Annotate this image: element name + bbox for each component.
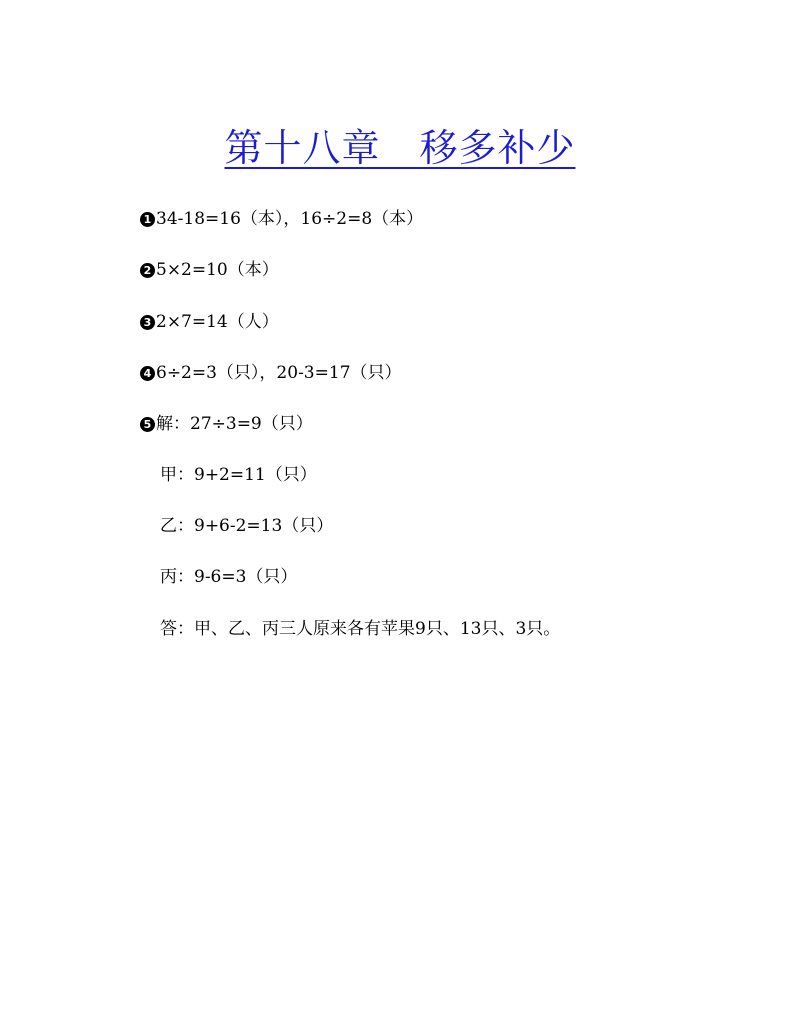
answer-line-4 <box>140 361 402 385</box>
answer-line-5 <box>140 412 313 436</box>
answer-text-2: 5×2=10（本） <box>156 260 279 280</box>
circled-number-1: 1 <box>140 212 155 227</box>
answer-text-1: 34-18=16（本），16÷2=8（本） <box>156 209 424 229</box>
circled-number-3: 3 <box>140 315 155 330</box>
answer-text-4: 6÷2=3（只），20-3=17（只） <box>156 363 402 383</box>
chapter-title: 第十八章 移多补少 <box>224 126 576 170</box>
circled-number-2: 2 <box>140 263 155 278</box>
answer-line-3 <box>140 310 279 334</box>
solution-answer-line: 答：甲、乙、丙三人原来各有苹果9只、13只、3只。 <box>160 619 561 639</box>
answer-text-3: 2×7=14（人） <box>156 312 279 332</box>
solution-line-bing: 丙：9-6=3（只） <box>160 567 298 587</box>
solution-line-yi: 乙：9+6-2=13（只） <box>160 516 334 536</box>
answer-line-1 <box>140 207 423 231</box>
answer-line-2 <box>140 258 279 282</box>
solution-line-jia: 甲：9+2=11（只） <box>160 465 317 485</box>
answer-text-5: 解：27÷3=9（只） <box>156 414 313 434</box>
circled-number-5: 5 <box>140 417 155 432</box>
circled-number-4: 4 <box>140 366 155 381</box>
